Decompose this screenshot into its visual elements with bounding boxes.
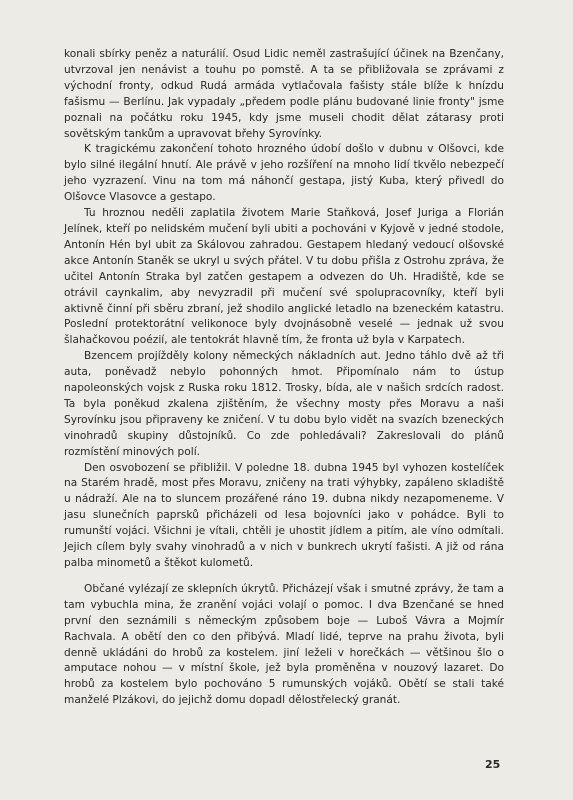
paragraph: Bzencem projížděly kolony německých nákladních aut. Jedno táhlo dvě až tři auta, poněvadž nebylo pohonných hmot. Připomínalo nám to ústup napoleonských vojsk z Ruska roku 1812. Trosky, bída, ale v našich srdcích radost. Ta byla poněkud zkalena zjištěním, že všechny mosty přes Moravu a naši Syrovínku jsou připraveny ke zničení. V tu dobu bylo vidět na svazích bzeneckých vinohradů skupiny důstojníků. Co zde pohledávali? Zakreslovali do plánů rozmístění minových polí. (64, 350, 504, 458)
paragraph: Tu hroznou neděli zaplatila životem Marie Staňková, Josef Juriga a Florián Jelínek, kteří po nelidském mučení byli ubiti a pochováni v Kyjově v jedné stodole, Antonín Hén byl ubit za Skálovou zahradou. Gestapem hledaný vedoucí olšovské akce Antonín Staněk se ukryl u svých přátel. V tu dobu přišla z Ostrohu zpráva, že učitel Antonín Straka byl zatčen gestapem a odvezen do Uh. Hradiště, kde se otrávil caynkalim, aby nevyzradil při mučení své spolupracovníky, kteří byli aktivně činní při sběru zbraní, jež shodilo anglické letadlo na bzeneckém katastru. Poslední protektorátní velikonoce byly dvojnásobně veselé — jednak už svou šlahačkovou poézií, ale tentokrát hlavně tím, že fronta už byla v Karpatech. (64, 207, 504, 347)
paragraph: konali sbírky peněz a naturálií. Osud Lidic neměl zastrašující účinek na Bzenčany, utvrzoval jen nenávist a touhu po pomstě. A ta se přibližovala se zprávami z východní fronty, odkud Rudá armáda vytlačovala fašisty stále blíže k hnízdu fašismu — Berlínu. Jak vypadaly „předem podle plánu budované linie fronty" jsme poznali na počátku roku 1945, kdy jsme museli chodit dělat zátarasy proti sovětským tankům a upravovat břehy Syrovínky. (64, 48, 504, 140)
paragraph: K tragickému zakončení tohoto hrozného údobí došlo v dubnu v Olšovci, kde bylo silné ilegální hnutí. Ale právě v jeho rozšíření na mnoho lidí tkvělo nebezpečí jeho vyzrazení. Vinu na tom má náhončí gestapa, jistý Kuba, který přivedl do Olšovce Vlasovce a gestapo. (64, 143, 504, 204)
paragraph: Den osvobození se přibližil. V poledne 18. dubna 1945 byl vyhozen kostelíček na Starém hradě, most přes Moravu, zničeny na trati výhybky, zapáleno skladiště u nádraží. Ale na to sluncem prozářené ráno 19. dubna nikdy nezapomeneme. V jasu slunečních paprsků přicházeli od lesa bojovníci jako v pohádce. Byli to rumunští vojáci. Všichni je vítali, chtěli je uhostit jídlem a pitím, ale víno odmítali. Jejich cílem byly svahy vinohradů a v nich v bunkrech ukrytí fašisti. A již od rána palba minometů a štěkot kulometů. (64, 461, 504, 569)
paragraph: Občané vylézají ze sklepních úkrytů. Přicházejí však i smutné zprávy, že tam a tam vybuchla mina, že zranění vojáci volají o pomoc. I dva Bzenčané se hned první den seznámili s německým způsobem boje — Luboš Vávra a Mojmír Rachvala. A obětí den co den přibývá. Mladí lidé, teprve na prahu života, byli denně ukládáni do hrobů za kostelem. jiní leželi v horečkách — většinou šlo o amputace nohou — v místní škole, jež byla proměněna v nouzový lazaret. Do hrobů za kostelem bylo pochováno 5 rumunských vojáků. Obětí se stali také manželé Plzákovi, do jejichž domu dopadl dělostřelecký granát. (64, 582, 504, 707)
page-number: 25 (485, 758, 501, 771)
page-text (64, 47, 504, 709)
